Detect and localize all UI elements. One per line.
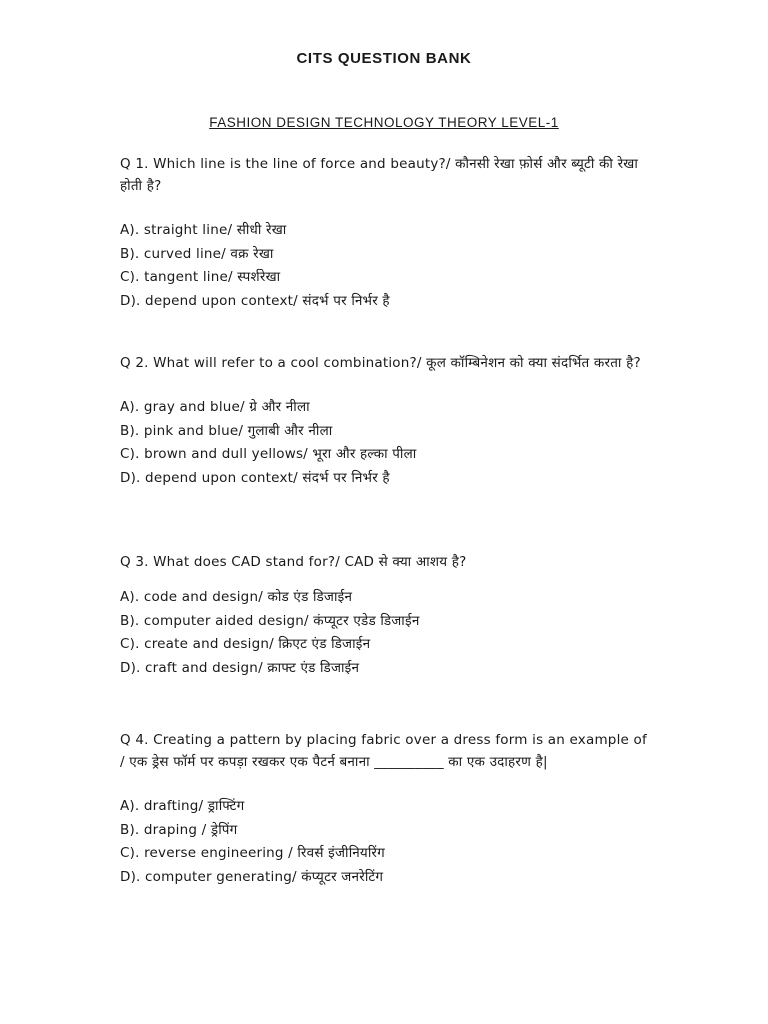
option-d: D). craft and design/ क्राफ्ट एंड डिजाईन xyxy=(120,659,360,676)
option-b: B). curved line/ वक्र रेखा xyxy=(120,245,274,262)
option-c: C). brown and dull yellows/ भूरा और हल्का पीला xyxy=(120,446,417,462)
option-c: C). tangent line/ स्पर्शरेखा xyxy=(120,269,281,285)
option-c: C). reverse engineering / रिवर्स इंजीनियरिंग xyxy=(120,845,385,861)
option-d: D). depend upon context/ संदर्भ पर निर्भर है xyxy=(120,469,390,486)
options-list xyxy=(120,396,650,490)
question-text: Q 3. What does CAD stand for?/ CAD से क्या आशय है? xyxy=(120,554,467,570)
option-d: D). depend upon context/ संदर्भ पर निर्भर है xyxy=(120,292,390,309)
option-b: B). draping / ड्रेपिंग xyxy=(120,821,238,838)
document-subtitle: FASHION DESIGN TECHNOLOGY THEORY LEVEL-1 xyxy=(209,115,559,130)
options-list xyxy=(120,795,650,889)
option-a: A). drafting/ ड्राफ्टिंग xyxy=(120,798,245,814)
option-a: A). straight line/ सीधी रेखा xyxy=(120,222,287,238)
option-c: C). create and design/ क्रिएट एंड डिजाईन xyxy=(120,636,371,652)
question-text: Q 4. Creating a pattern by placing fabric over a dress form is an example of / एक ड्रेस फॉर्म पर कपड़ा रखकर एक पैटर्न बनाना __________ का एक उदाहरण है| xyxy=(120,732,647,770)
options-list xyxy=(120,219,650,313)
question-block xyxy=(120,729,650,889)
option-b: B). pink and blue/ गुलाबी और नीला xyxy=(120,422,333,439)
option-a: A). gray and blue/ ग्रे और नीला xyxy=(120,399,310,415)
question-block xyxy=(120,153,650,313)
option-b: B). computer aided design/ कंप्यूटर एडेड डिजाईन xyxy=(120,612,420,629)
option-a: A). code and design/ कोड एंड डिजाईन xyxy=(120,589,353,605)
question-text: Q 2. What will refer to a cool combination?/ कूल कॉम्बिनेशन को क्या संदर्भित करता है? xyxy=(120,355,641,371)
question-text: Q 1. Which line is the line of force and beauty?/ कौनसी रेखा फ़ोर्स और ब्यूटी की रेखा होती है? xyxy=(120,156,639,194)
options-list xyxy=(120,586,650,680)
question-block xyxy=(120,551,650,680)
document-title: CITS QUESTION BANK xyxy=(296,50,472,67)
option-d: D). computer generating/ कंप्यूटर जनरेटिंग xyxy=(120,868,384,885)
question-block xyxy=(120,352,650,490)
